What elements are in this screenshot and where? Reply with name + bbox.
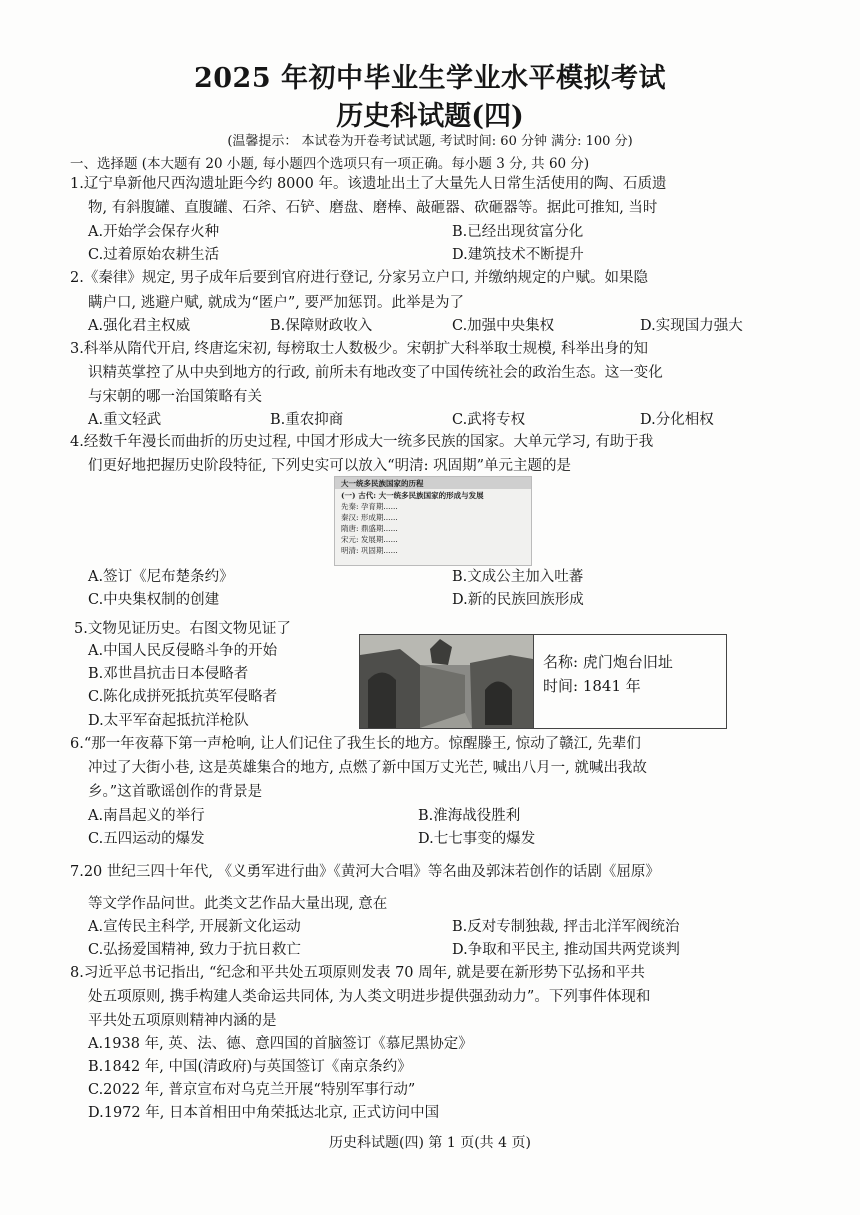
q6-option-b: B.淮海战役胜利 (418, 808, 521, 824)
q4-option-b: B.文成公主加入吐蕃 (452, 569, 584, 585)
q8-option-c: C.2022 年, 普京宣布对乌克兰开展“特别军事行动” (88, 1082, 416, 1098)
q8-option-a: A.1938 年, 英、法、德、意四国的首脑签订《慕尼黑协定》 (88, 1036, 473, 1052)
q1-line-1: 1.辽宁阜新他尺西沟遗址距今约 8000 年。该遗址出土了大量先人日常生活使用的陶、石质遗 (70, 176, 667, 192)
figure-line: 宋元: 发展期...... (341, 535, 398, 544)
q8-option-d: D.1972 年, 日本首相田中角荣抵达北京, 正式访问中国 (88, 1105, 440, 1121)
exam-subtitle: 历史科试题(四) (336, 101, 524, 132)
figure-line: 秦汉: 形成期...... (341, 513, 398, 522)
q3-option-d: D.分化相权 (640, 412, 714, 428)
q8-line-1: 8.习近平总书记指出, “纪念和平共处五项原则发表 70 周年, 就是要在新形势下弘扬和平共 (70, 965, 645, 981)
q8-line-2: 处五项原则, 携手构建人类命运共同体, 为人类文明进步提供强劲动力”。下列事件体现和 (88, 989, 651, 1005)
q1-option-c: C.过着原始农耕生活 (88, 247, 220, 263)
q5-stem: 5.文物见证历史。右图文物见证了 (74, 621, 291, 637)
section-heading: 一、选择题 (本大题有 20 小题, 每小题四个选项只有一项正确。每小题 3 分, 共 60 分) (70, 156, 590, 172)
q1-option-b: B.已经出现贫富分化 (452, 224, 584, 240)
q3-option-c: C.武将专权 (452, 412, 526, 428)
relic-time: 时间: 1841 年 (543, 677, 641, 695)
q6-line-3: 乡。”这首歌谣创作的背景是 (88, 784, 263, 800)
relic-divider (533, 635, 534, 728)
q6-line-2: 冲过了大街小巷, 这是英雄集合的地方, 点燃了新中国万丈光芒, 喊出八月一, 就喊出我故 (88, 760, 647, 776)
q1-option-d: D.建筑技术不断提升 (452, 247, 584, 263)
q3-line-2: 识精英掌控了从中央到地方的行政, 前所未有地改变了中国传统社会的政治生态。这一变化 (88, 365, 663, 381)
q2-line-1: 2.《秦律》规定, 男子成年后要到官府进行登记, 分家另立户口, 并缴纳规定的户赋。如果隐 (70, 270, 648, 286)
q4-line-1: 4.经数千年漫长而曲折的历史过程, 中国才形成大一统多民族的国家。大单元学习, 有助于我 (70, 434, 654, 450)
q1-option-a: A.开始学会保存火种 (88, 224, 220, 240)
figure-line: 先秦: 孕育期...... (341, 502, 398, 511)
exam-notice: (温馨提示： 本试卷为开卷考试试题, 考试时间: 60 分钟 满分: 100 分) (227, 134, 633, 149)
q2-option-a: A.强化君主权威 (88, 318, 191, 334)
q7-line-1: 7.20 世纪三四十年代, 《义勇军进行曲》《黄河大合唱》等名曲及郭沫若创作的话剧《屈原》 (70, 864, 660, 880)
figure-line: 隋唐: 鼎盛期...... (341, 524, 398, 533)
q6-option-c: C.五四运动的爆发 (88, 831, 205, 847)
q2-line-2: 瞒户口, 逃避户赋, 就成为“匿户”, 要严加惩罚。此举是为了 (88, 295, 464, 311)
q3-option-a: A.重文轻武 (88, 412, 162, 428)
q6-line-1: 6.“那一年夜幕下第一声枪响, 让人们记住了我生长的地方。惊醒滕王, 惊动了赣江, 先辈们 (70, 736, 641, 752)
q7-line-2: 等文学作品问世。此类文艺作品大量出现, 意在 (88, 896, 388, 912)
q4-option-a: A.签订《尼布楚条约》 (88, 569, 234, 585)
q7-option-d: D.争取和平民主, 推动国共两党谈判 (452, 942, 680, 958)
q5-option-b: B.邓世昌抗击日本侵略者 (88, 666, 249, 682)
q4-line-2: 们更好地把握历史阶段特征, 下列史实可以放入“明清: 巩固期”单元主题的是 (88, 458, 572, 474)
q4-option-c: C.中央集权制的创建 (88, 592, 220, 608)
q4-option-d: D.新的民族回族形成 (452, 592, 584, 608)
q4-history-figure (334, 476, 532, 566)
q7-option-a: A.宣传民主科学, 开展新文化运动 (88, 919, 301, 935)
fort-ruins-illustration (360, 635, 533, 728)
page-footer: 历史科试题(四) 第 1 页(共 4 页) (329, 1135, 531, 1151)
q2-option-c: C.加强中央集权 (452, 318, 555, 334)
figure-title: 大一统多民族国家的历程 (341, 479, 424, 488)
q7-option-c: C.弘扬爱国精神, 致力于抗日救亡 (88, 942, 301, 958)
q3-line-3: 与宋朝的哪一治国策略有关 (88, 389, 262, 405)
q5-option-a: A.中国人民反侵略斗争的开始 (88, 643, 278, 659)
q8-option-b: B.1842 年, 中国(清政府)与英国签订《南京条约》 (88, 1059, 412, 1075)
q2-option-d: D.实现国力强大 (640, 318, 743, 334)
figure-line: (一) 古代: 大一统多民族国家的形成与发展 (341, 491, 484, 500)
q1-line-2: 物, 有斜腹罐、直腹罐、石斧、石铲、磨盘、磨棒、敲砸器、砍砸器等。据此可推知, 当时 (88, 200, 658, 216)
q7-option-b: B.反对专制独裁, 抨击北洋军阀统治 (452, 919, 680, 935)
humen-fort-photo (360, 635, 533, 728)
q5-option-d: D.太平军奋起抵抗洋枪队 (88, 713, 249, 729)
figure-line: 明清: 巩固期...... (341, 546, 398, 555)
exam-title: 2025 年初中毕业生学业水平模拟考试 (193, 63, 667, 94)
q6-option-a: A.南昌起义的举行 (88, 808, 205, 824)
q3-line-1: 3.科举从隋代开启, 终唐迄宋初, 每榜取士人数极少。宋朝扩大科举取士规模, 科举出身的知 (70, 341, 648, 357)
q6-option-d: D.七七事变的爆发 (418, 831, 536, 847)
q8-line-3: 平共处五项原则精神内涵的是 (88, 1013, 277, 1029)
q3-option-b: B.重农抑商 (270, 412, 344, 428)
relic-name: 名称: 虎门炮台旧址 (543, 653, 673, 671)
q5-relic-card (359, 634, 727, 729)
q5-option-c: C.陈化成拼死抵抗英军侵略者 (88, 689, 278, 705)
q2-option-b: B.保障财政收入 (270, 318, 373, 334)
